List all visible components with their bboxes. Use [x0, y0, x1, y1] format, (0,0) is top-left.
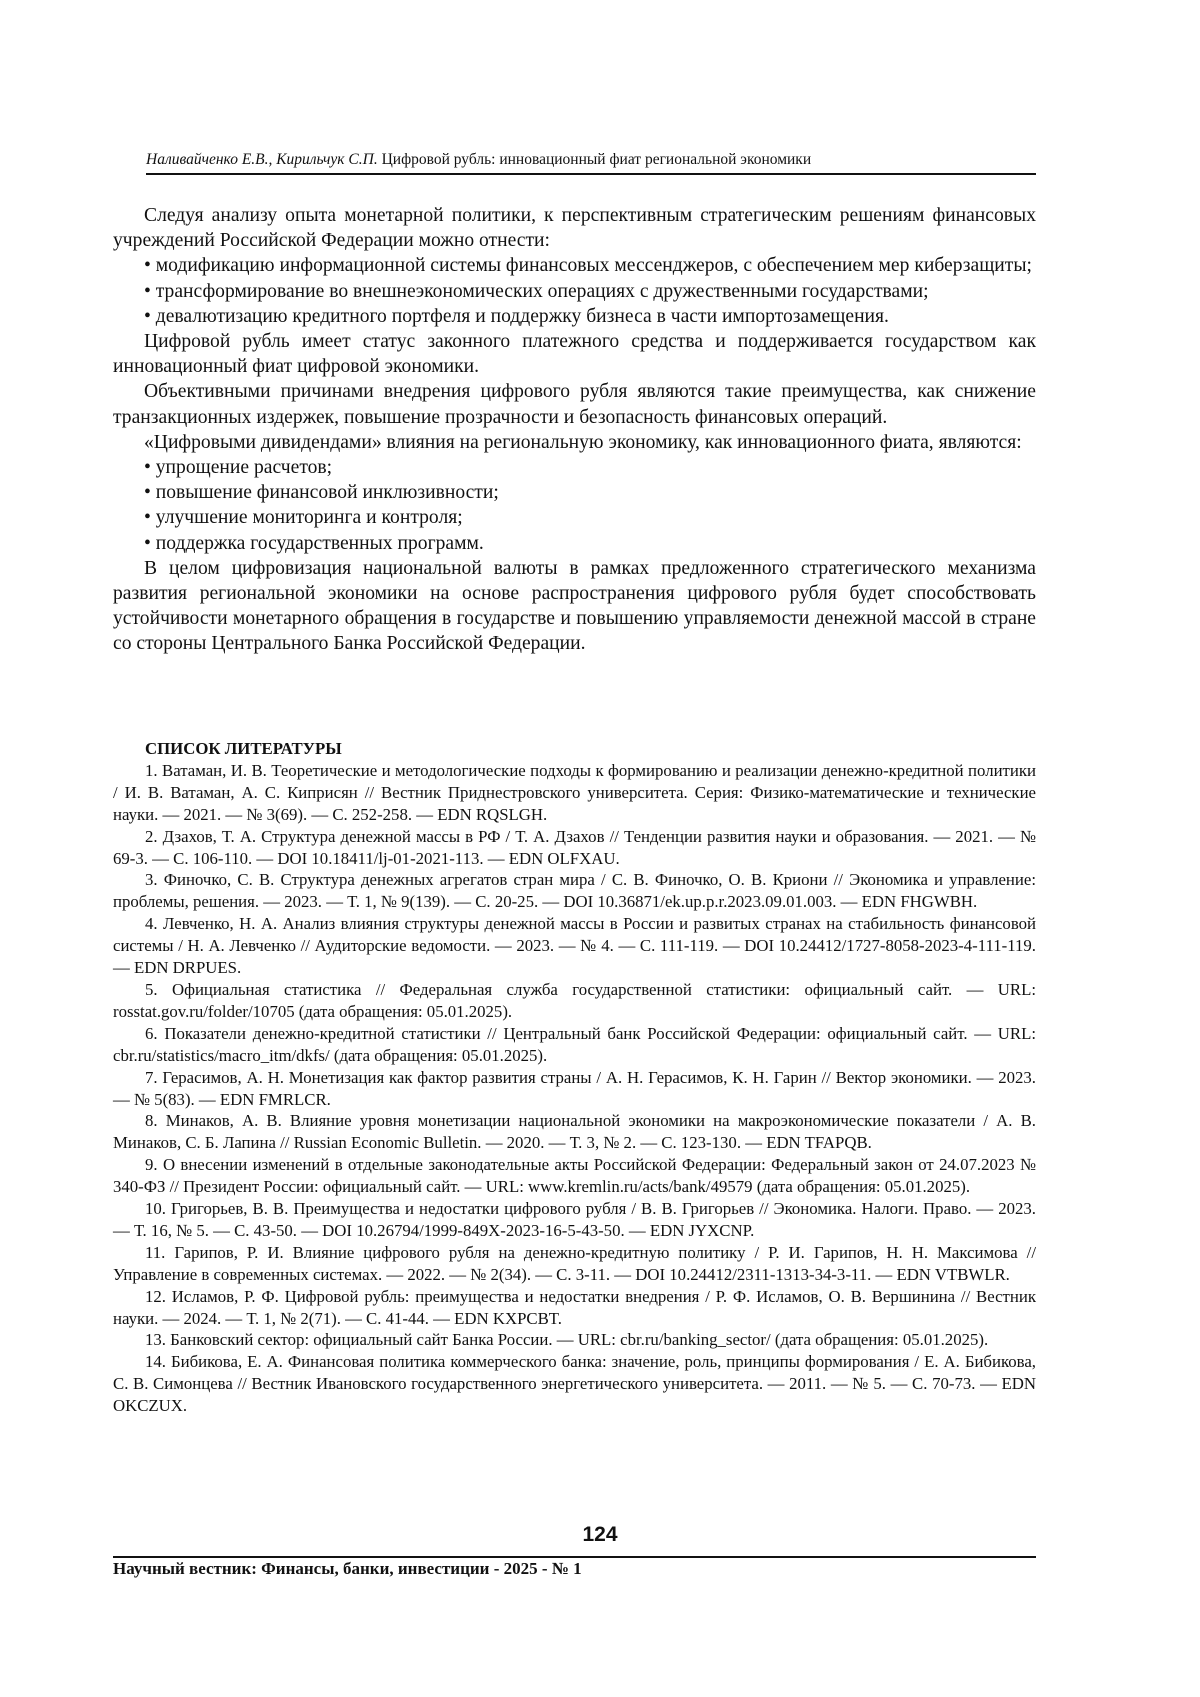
reference-item: 14. Бибикова, Е. А. Финансовая политика коммерческого банка: значение, роль, принципы формирования / Е. А. Бибикова, С. В. Симонцева // Вестник Ивановского государственного энергетического университета. — 2011. — № 5. — С. 70-73. — EDN OKCZUX.	[113, 1352, 1036, 1416]
page-number: 124	[582, 1523, 618, 1546]
bullet-item: • упрощение расчетов;	[144, 457, 333, 479]
reference-item: 12. Исламов, Р. Ф. Цифровой рубль: преимущества и недостатки внедрения / Р. Ф. Исламов, О. В. Вершинина // Вестник науки. — 2024. — Т. 1, № 2(71). — С. 41-44. — EDN KXPCBT.	[113, 1286, 1036, 1328]
bullet-item: • улучшение мониторинга и контроля;	[144, 507, 463, 529]
header-title: Цифровой рубль: инновационный фиат региональной экономики	[377, 151, 812, 168]
reference-item: 8. Минаков, А. В. Влияние уровня монетизации национальной экономики на макроэкономические показатели / А. В. Минаков, С. Б. Лапина // Russian Economic Bulletin. — 2020. — Т. 3, № 2. — С. 123-130. — EDN TFAPQB.	[113, 1111, 1036, 1153]
reference-item: 6. Показатели денежно-кредитной статистики // Центральный банк Российской Федерации: официальный сайт. — URL: cbr.ru/statistics/macro_itm/dkfs/ (дата обращения: 05.01.2025).	[113, 1023, 1036, 1065]
header-rule	[146, 173, 1036, 175]
bullet-item: • трансформирование во внешнеэкономических операциях с дружественными государствами;	[144, 280, 929, 302]
body-paragraph: «Цифровыми дивидендами» влияния на региональную экономику, как инновационного фиата, являются:	[144, 431, 1022, 453]
body-paragraph: Объективными причинами внедрения цифрового рубля являются такие преимущества, как снижение транзакционных издержек, повышение прозрачности и безопасность финансовых операций.	[113, 381, 1036, 428]
reference-item: 1. Ватаман, И. В. Теоретические и методологические подходы к формированию и реализации денежно-кредитной политики / И. В. Ватаман, А. С. Киприсян // Вестник Приднестровского университета. Серия: Физико-математические и технические науки. — 2021. — № 3(69). — С. 252-258. — EDN RQSLGH.	[113, 760, 1036, 824]
reference-item: 9. О внесении изменений в отдельные законодательные акты Российской Федерации: Федеральный закон от 24.07.2023 № 340-ФЗ // Президент России: официальный сайт. — URL: www.kremlin.ru/acts/bank/49579 (дата обращения: 05.01.2025).	[113, 1155, 1036, 1197]
bullet-item: • повышение финансовой инклюзивности;	[144, 482, 499, 504]
reference-item: 5. Официальная статистика // Федеральная служба государственной статистики: официальный сайт. — URL: rosstat.gov.ru/folder/10705 (дата обращения: 05.01.2025).	[113, 979, 1036, 1021]
reference-item: 11. Гарипов, Р. И. Влияние цифрового рубля на денежно-кредитную политику / Р. И. Гарипов, Н. Н. Максимова // Управление в современных системах. — 2022. — № 2(34). — С. 3-11. — DOI 10.24412/2311-1313-34-3-11. — EDN VTBWLR.	[113, 1242, 1036, 1284]
reference-item: 10. Григорьев, В. В. Преимущества и недостатки цифрового рубля / В. В. Григорьев // Экономика. Налоги. Право. — 2023. — Т. 16, № 5. — С. 43-50. — DOI 10.26794/1999-849X-2023-16-5-43-50. — EDN JYXCNP.	[113, 1199, 1036, 1240]
journal-footer: Научный вестник: Финансы, банки, инвестиции - 2025 - № 1	[113, 1559, 582, 1578]
bullet-item: • девалютизацию кредитного портфеля и поддержку бизнеса в части импортозамещения.	[144, 305, 889, 327]
bullet-item: • модификацию информационной системы финансовых мессенджеров, с обеспечением мер киберзащиты;	[144, 255, 1032, 277]
reference-item: 7. Герасимов, А. Н. Монетизация как фактор развития страны / А. Н. Герасимов, К. Н. Гарин // Вектор экономики. — 2023. — № 5(83). — EDN FMRLCR.	[113, 1067, 1036, 1109]
reference-item: 2. Дзахов, Т. А. Структура денежной массы в РФ / Т. А. Дзахов // Тенденции развития науки и образования. — 2021. — № 69-3. — С. 106-110. — DOI 10.18411/lj-01-2021-113. — EDN OLFXAU.	[113, 826, 1036, 868]
body-paragraph: Цифровой рубль имеет статус законного платежного средства и поддерживается государством как инновационный фиат цифровой экономики.	[113, 331, 1036, 378]
body-paragraph: В целом цифровизация национальной валюты в рамках предложенного стратегического механизма развития региональной экономики на основе распространения цифрового рубля будет способствовать устойчивости монетарного обращения в государстве и повышению управляемости денежной массой в стране со стороны Центрального Банка Российской Федерации.	[113, 557, 1036, 655]
bullet-item: • поддержка государственных программ.	[144, 532, 484, 554]
reference-item: 3. Финочко, С. В. Структура денежных агрегатов стран мира / С. В. Финочко, О. В. Криони // Экономика и управление: проблемы, решения. — 2023. — Т. 1, № 9(139). — С. 20-25. — DOI 10.36871/ek.up.p.r.2023.09.01.003. — EDN FHGWBH.	[113, 870, 1036, 912]
running-header	[146, 150, 1036, 170]
header-authors: Наливайченко Е.В., Кирильчук С.П.	[146, 151, 378, 168]
reference-item: 4. Левченко, Н. А. Анализ влияния структуры денежной массы в России и развитых странах на стабильность финансовой системы / Н. А. Левченко // Аудиторские ведомости. — 2023. — № 4. — С. 111-119. — DOI 10.24412/1727-8058-2023-4-111-119. — EDN DRPUES.	[113, 914, 1036, 978]
reference-item: 13. Банковский сектор: официальный сайт Банка России. — URL: cbr.ru/banking_sector/ (дата обращения: 05.01.2025).	[145, 1330, 989, 1350]
reference-list	[113, 738, 1036, 1417]
article-body	[113, 203, 1036, 657]
references-heading: СПИСОК ЛИТЕРАТУРЫ	[145, 739, 342, 758]
body-paragraph: Следуя анализу опыта монетарной политики, к перспективным стратегическим решениям финансовых учреждений Российской Федерации можно отнести:	[113, 205, 1036, 252]
